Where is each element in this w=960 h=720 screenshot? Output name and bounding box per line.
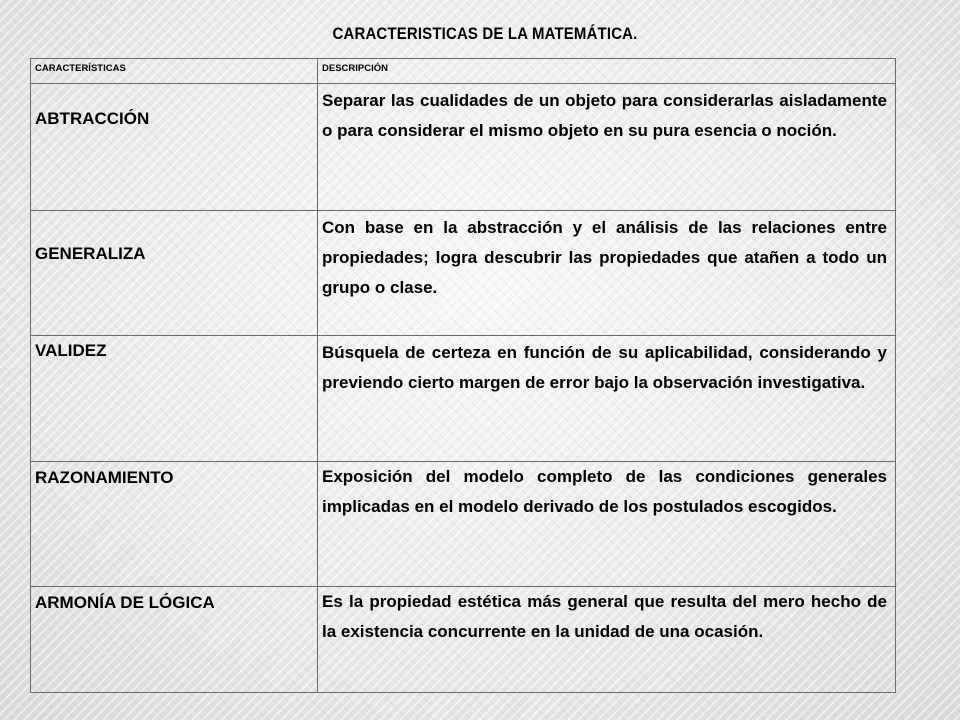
table-row bbox=[31, 336, 896, 462]
characteristic-name: RAZONAMIENTO bbox=[31, 462, 318, 587]
characteristic-name: VALIDEZ bbox=[31, 336, 318, 462]
characteristic-description: Es la propiedad estética más general que resulta del mero hecho de la existencia concurrente en la unidad de una ocasión. bbox=[318, 587, 896, 693]
characteristic-name: ABTRACCIÓN bbox=[31, 84, 318, 211]
characteristics-table bbox=[30, 58, 896, 693]
characteristic-name: ARMONÍA DE LÓGICA bbox=[31, 587, 318, 693]
table-row bbox=[31, 84, 896, 211]
page-title: CARACTERISTICAS DE LA MATEMÁTICA. bbox=[332, 24, 638, 43]
table-row bbox=[31, 462, 896, 587]
characteristic-description: Exposición del modelo completo de las condiciones generales implicadas en el modelo derivado de los postulados escogidos. bbox=[318, 462, 896, 587]
characteristic-description: Separar las cualidades de un objeto para considerarlas aisladamente o para considerar el mismo objeto en su pura esencia o noción. bbox=[318, 84, 896, 211]
table-row bbox=[31, 211, 896, 336]
header-description: DESCRIPCIÓN bbox=[318, 59, 896, 84]
table-row bbox=[31, 587, 896, 693]
characteristic-description: Con base en la abstracción y el análisis de las relaciones entre propiedades; logra descubrir las propiedades que atañen a todo un grupo o clase. bbox=[318, 211, 896, 336]
table-header-row bbox=[31, 59, 896, 84]
header-characteristics: CARACTERÍSTICAS bbox=[31, 59, 318, 84]
characteristic-description: Búsquela de certeza en función de su aplicabilidad, considerando y previendo cierto margen de error bajo la observación investigativa. bbox=[318, 336, 896, 462]
characteristic-name: GENERALIZA bbox=[31, 211, 318, 336]
